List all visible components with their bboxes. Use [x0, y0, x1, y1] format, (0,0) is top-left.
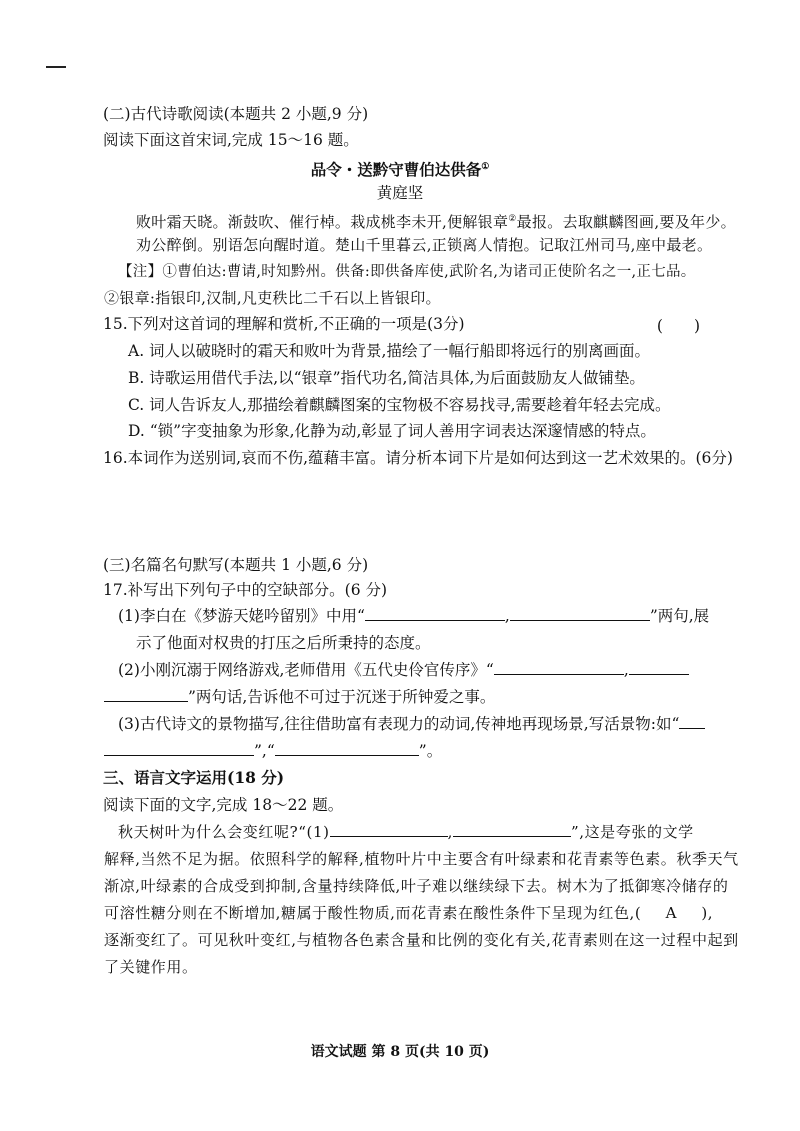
- q15-answer-paren: ( ): [656, 317, 700, 335]
- q17-stem: 17.补写出下列句子中的空缺部分。(6 分): [103, 581, 388, 599]
- section2-heading: (二)古代诗歌阅读(本题共 2 小题,9 分): [103, 105, 369, 123]
- q17-1-text-b: ”两句,展: [649, 607, 710, 625]
- q15-option-a: A. 词人以破晓时的霜天和败叶为背景,描绘了一幅行船即将远行的别离画面。: [128, 342, 650, 360]
- q16-stem: 16.本词作为送别词,哀而不伤,蕴藉丰富。请分析本词下片是如何达到这一艺术效果的。(6分): [103, 449, 733, 467]
- poem-title-text: 品令・送黔守曹伯达供备: [310, 160, 482, 180]
- q17-3-blank-1b[interactable]: [104, 741, 254, 756]
- passage-blank-1a[interactable]: [330, 822, 448, 837]
- q17-2-text-b: ”两句话,告诉他不可过于沉迷于所钟爱之事。: [188, 688, 496, 706]
- poem-line-1-note: ②: [508, 214, 517, 224]
- passage-1-comma: ,: [447, 823, 453, 841]
- q17-3-text-a: (3)古代诗文的景物描写,往往借助富有表现力的动词,传神地再现场景,写活景物:如“: [118, 715, 680, 733]
- q17-item-2-cont: [104, 687, 704, 707]
- section2-instruction: 阅读下面这首宋词,完成 15～16 题。: [103, 131, 359, 149]
- q17-1-blank-2[interactable]: [510, 606, 650, 621]
- poem-note-2: ②银章:指银印,汉制,凡吏秩比二千石以上皆银印。: [104, 289, 441, 307]
- poem-author: 黄庭坚: [376, 184, 424, 202]
- q15-option-c: C. 词人告诉友人,那描绘着麒麟图案的宝物极不容易找寻,需要趁着年轻去完成。: [128, 396, 671, 414]
- poem-title-note: ①: [481, 162, 490, 172]
- passage-blank-1b[interactable]: [453, 822, 571, 837]
- q17-2-comma: ,: [623, 661, 629, 679]
- q17-item-1: [118, 606, 710, 626]
- q17-3-text-c: ”。: [418, 742, 443, 760]
- poem-note-1: 【注】①曹伯达:曹请,时知黔州。供备:即供备库使,武阶名,为诸司正使阶名之一,正七品。: [118, 264, 696, 280]
- poem-line-1: [136, 209, 736, 232]
- q15-option-b: B. 诗歌运用借代手法,以“银章”指代功名,简洁具体,为后面鼓励友人做铺垫。: [128, 369, 645, 387]
- q15-option-d: D. “锁”字变抽象为形象,化静为动,彰显了词人善用字词表达深邃情感的特点。: [128, 422, 656, 440]
- corner-mark: [46, 66, 66, 68]
- part3-heading: 三、语言文字运用(18 分): [103, 768, 285, 787]
- q17-1-comma: ,: [504, 607, 510, 625]
- poem-title: [0, 157, 800, 180]
- q17-item-2: [118, 660, 704, 680]
- passage-line-4: [104, 903, 714, 923]
- poem-line-2: 劝公醉倒。别语怎向醒时道。楚山千里暮云,正锁离人情抱。记取江州司马,座中最老。: [136, 236, 713, 254]
- q17-3-blank-2[interactable]: [275, 741, 419, 756]
- poem-line-1a: 败叶霜天晓。渐鼓吹、催行棹。栽成桃李未开,便解银章: [136, 213, 509, 231]
- passage-line-5: 逐渐变红了。可见秋叶变红,与植物各色素含量和比例的变化有关,花青素则在这一过程中起到: [104, 931, 739, 949]
- q17-item-3-cont: [104, 741, 704, 761]
- q17-1-blank-1[interactable]: [365, 606, 505, 621]
- page-footer: 语文试题 第 8 页(共 10 页): [310, 1044, 490, 1060]
- q17-item-1-cont: 示了他面对权贵的打压之后所秉持的态度。: [136, 634, 431, 652]
- q17-2-blank-2b[interactable]: [104, 687, 188, 702]
- passage-blank-a-label: A: [665, 904, 678, 922]
- q17-3-blank-1a[interactable]: [679, 714, 705, 729]
- passage-4-text-a: 可溶性糖分则在不断增加,糖属于酸性物质,而花青素在酸性条件下呈现为红色,(: [104, 904, 642, 922]
- passage-line-1: [118, 822, 704, 842]
- q15-stem: 15.下列对这首词的理解和赏析,不正确的一项是(3分): [103, 315, 465, 333]
- passage-line-2: 解释,当然不足为据。依照科学的解释,植物叶片中主要含有叶绿素和花青素等色素。秋季天气: [104, 850, 739, 868]
- passage-line-3: 渐凉,叶绿素的合成受到抑制,含量持续降低,叶子难以继续绿下去。树木为了抵御寒冷储存的: [104, 877, 729, 895]
- passage-4-text-b: ),: [701, 904, 714, 922]
- passage-1-text-a: 秋天树叶为什么会变红呢?“(1): [118, 823, 330, 841]
- passage-line-6: 了关键作用。: [104, 958, 198, 976]
- q17-2-blank-1[interactable]: [494, 660, 624, 675]
- section3-heading: (三)名篇名句默写(本题共 1 小题,6 分): [103, 556, 369, 574]
- passage-1-text-b: ”,这是夸张的文学: [570, 823, 694, 841]
- q17-2-blank-2a[interactable]: [629, 660, 689, 675]
- q17-2-text-a: (2)小刚沉溺于网络游戏,老师借用《五代史伶官传序》“: [118, 661, 494, 679]
- q17-1-text-a: (1)李白在《梦游天姥吟留别》中用“: [118, 607, 365, 625]
- part3-instruction: 阅读下面的文字,完成 18～22 题。: [103, 796, 344, 814]
- poem-line-1b: 最报。去取麒麟图画,要及年少。: [516, 213, 736, 231]
- q17-item-3: [118, 714, 704, 734]
- q17-3-text-b: ”,“: [254, 742, 275, 760]
